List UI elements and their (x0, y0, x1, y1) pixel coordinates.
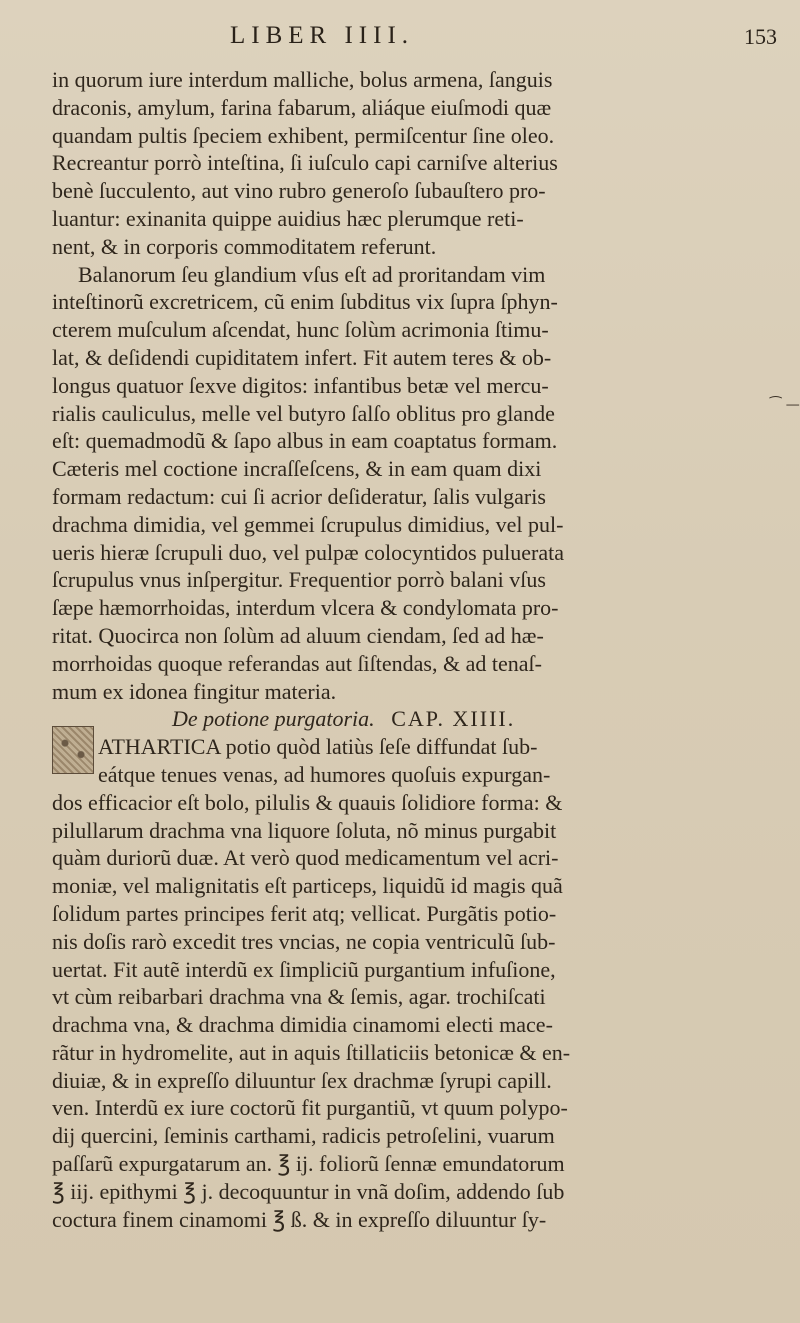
text-line: formam redactum: cui ſi acrior deſideratur, ſalis vulgaris (52, 483, 546, 509)
text-line: eſt: quemadmodũ & ſapo albus in eam coaptatus formam. (52, 428, 558, 454)
text-line: pilullarum drachma vna liquore ſoluta, nõ minus purgabit (52, 817, 557, 843)
text-line: ſolidum partes principes ferit atq; vellicat. Purgãtis potio- (52, 900, 557, 926)
text-line: ATHARTICA potio quòd latiùs ſeſe diffundat ſub- (98, 734, 538, 760)
text-line: eátque tenues venas, ad humores quoſuis expurgan- (98, 761, 551, 787)
text-line: moniæ, vel malignitatis eſt particeps, liquidũ id magis quã (52, 873, 563, 899)
text-line: quàm duriorũ duæ. At verò quod medicamentum vel acri- (52, 845, 559, 871)
text-line: ven. Interdũ ex iure coctorũ fit purgantiũ, vt quum polypo- (52, 1095, 568, 1121)
text-line: rãtur in hydromelite, aut in aquis ſtillaticiis betonicæ & en- (52, 1039, 571, 1065)
text-line: rialis cauliculus, melle vel butyro ſalſo oblitus pro glande (52, 400, 555, 426)
text-line: longus quatuor ſexve digitos: infantibus betæ vel mercu- (52, 372, 549, 398)
text-line: drachma vna, & drachma dimidia cinamomi electi mace- (52, 1012, 553, 1038)
chapter-number: CAP. XIIII. (391, 706, 516, 732)
text-line: cterem muſculum aſcendat, hunc ſolùm acrimonia ſtimu- (52, 317, 549, 343)
text-line: ſæpe hæmorrhoidas, interdum vlcera & condylomata pro- (52, 595, 559, 621)
chapter-heading (52, 705, 764, 733)
text-line: benè ſucculento, aut vino rubro generoſo ſubauſtero pro- (52, 178, 546, 204)
text-line: luantur: exinanita quippe auidius hæc plerumque reti- (52, 205, 524, 231)
text-line: dos efficacior eſt bolo, pilulis & quauis ſolidiore forma: & (52, 789, 563, 815)
text-line: vt cùm reibarbari drachma vna & ſemis, agar. trochiſcati (52, 984, 546, 1010)
text-line: Recreantur porrò inteſtina, ſi iuſculo capi carniſve alterius (52, 150, 558, 176)
text-line: quandam pultis ſpeciem exhibent, permiſcentur ſine oleo. (52, 122, 555, 148)
running-head (0, 22, 800, 56)
margin-mark: ⁀ — (770, 397, 800, 413)
chapter-title: De potione purgatoria. (172, 706, 375, 732)
text-line: Balanorum ſeu glandium vſus eſt ad proritandam vim (78, 261, 546, 287)
body-text (52, 66, 764, 1233)
page-number: 153 (744, 24, 777, 49)
text-line: nent, & in corporis commoditatem referunt. (52, 233, 437, 259)
text-line: ueris hieræ ſcrupuli duo, vel pulpæ colocyntidos puluerata (52, 539, 565, 565)
text-line: mum ex idonea fingitur materia. (52, 678, 337, 704)
text-line: paſſarũ expurgatarum an. ℥ ij. foliorũ ſennæ emundatorum (52, 1151, 565, 1177)
text-line: drachma dimidia, vel gemmei ſcrupulus dimidius, vel pul- (52, 511, 564, 537)
text-line: dij quercini, ſeminis carthami, radicis petroſelini, vuarum (52, 1123, 555, 1149)
text-line: Cæteris mel coctione incraſſeſcens, & in eam quam dixi (52, 456, 542, 482)
text-line: ritat. Quocirca non ſolùm ad aluum ciendam, ſed ad hæ- (52, 622, 544, 648)
running-title: LIBER IIII. (230, 22, 415, 49)
text-line: lat, & deſidendi cupiditatem infert. Fit autem teres & ob- (52, 344, 552, 370)
text-line: draconis, amylum, farina fabarum, aliáque eiuſmodi quæ (52, 94, 552, 120)
text-line: ſcrupulus vnus inſpergitur. Frequentior porrò balani vſus (52, 567, 546, 593)
text-line: inteſtinorũ excretricem, cũ enim ſubditus vix ſupra ſphyn- (52, 289, 558, 315)
text-line: in quorum iure interdum malliche, bolus armena, ſanguis (52, 67, 553, 92)
text-line: morrhoidas quoque referandas aut ſiſtendas, & ad tenaſ- (52, 650, 542, 676)
text-line: ℥ iij. epithymi ℥ j. decoquuntur in vnã doſim, addendo ſub (52, 1178, 565, 1204)
text-line: coctura finem cinamomi ℥ ß. & in expreſſo diluuntur ſy- (52, 1206, 547, 1232)
text-line: nis doſis rarò excedit tres vncias, ne copia ventriculũ ſub- (52, 928, 556, 954)
text-line: uertat. Fit autẽ interdũ ex ſimpliciũ purgantium infuſione, (52, 956, 556, 982)
text-line: diuiæ, & in expreſſo diluuntur ſex drachmæ ſyrupi capill. (52, 1067, 552, 1093)
